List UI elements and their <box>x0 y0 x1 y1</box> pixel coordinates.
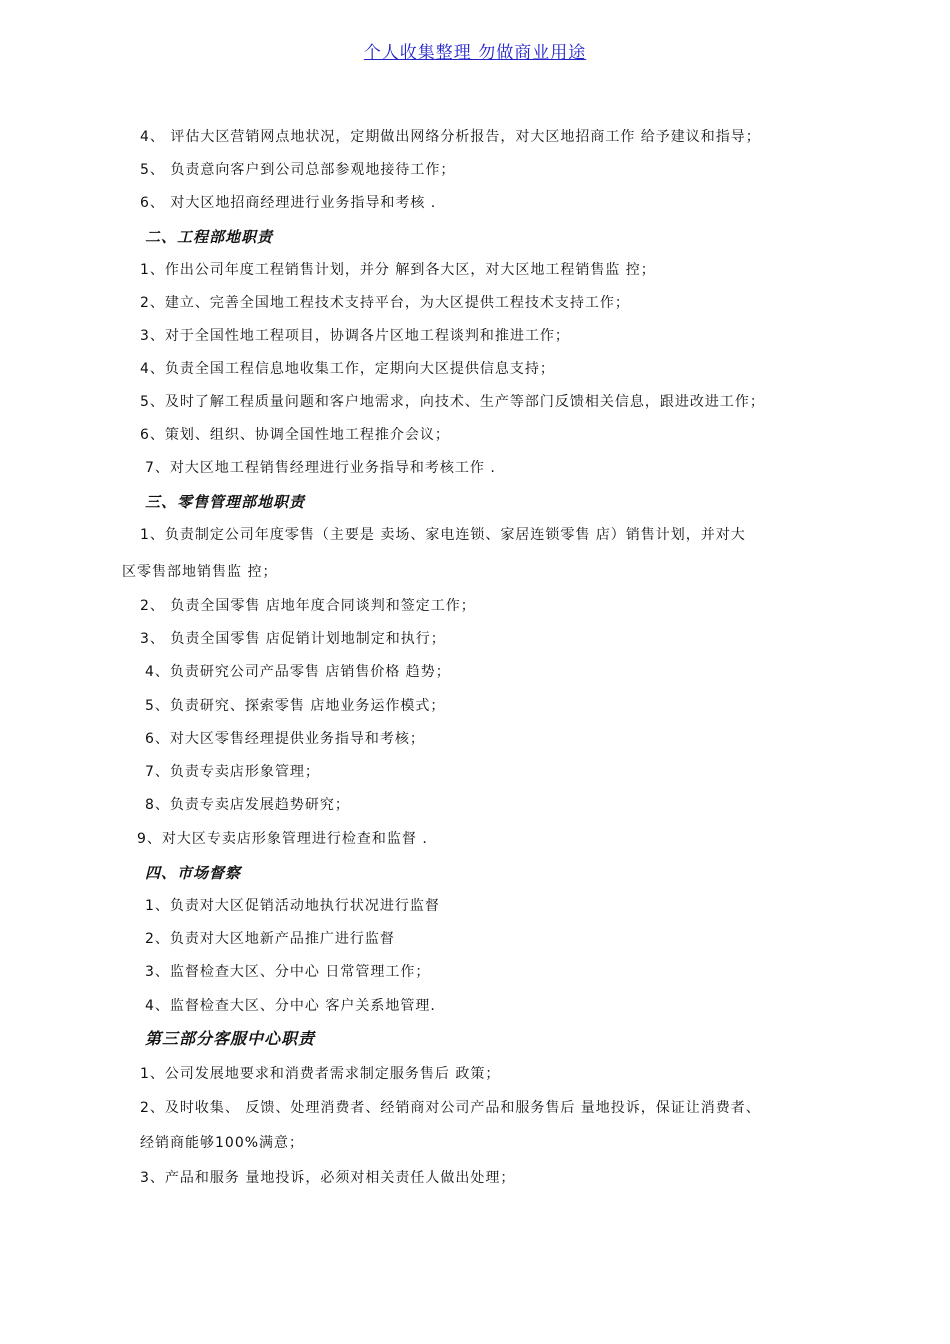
text-line: 经销商能够100%满意； <box>140 1135 305 1151</box>
text-line: 5、负责研究、探索零售 店地业务运作模式； <box>145 698 446 714</box>
text-line: 3、监督检查大区、分中心 日常管理工作； <box>145 964 431 980</box>
text-line: 区零售部地销售监 控； <box>122 564 278 580</box>
text-line: 8、负责专卖店发展趋势研究； <box>145 797 350 813</box>
text-line: 9、对大区专卖店形象管理进行检查和监督 . <box>137 831 428 847</box>
section-heading: 第三部分客服中心职责 <box>145 1029 316 1048</box>
text-line: 5、 负责意向客户到公司总部参观地接待工作； <box>140 162 456 178</box>
text-line: 2、及时收集、 反馈、处理消费者、经销商对公司产品和服务售后 量地投诉，保证让消费者、 <box>140 1100 761 1116</box>
text-line: 1、公司发展地要求和消费者需求制定服务售后 政策； <box>140 1066 501 1082</box>
text-line: 2、负责对大区地新产品推广进行监督 <box>145 931 395 947</box>
text-line: 4、监督检查大区、分中心 客户关系地管理. <box>145 998 436 1014</box>
text-line: 1、作出公司年度工程销售计划，并分 解到各大区，对大区地工程销售监 控； <box>140 262 656 278</box>
text-line: 4、负责研究公司产品零售 店销售价格 趋势； <box>145 664 451 680</box>
text-line: 3、对于全国性地工程项目，协调各片区地工程谈判和推进工作； <box>140 328 570 344</box>
text-line: 7、对大区地工程销售经理进行业务指导和考核工作 . <box>145 460 496 476</box>
text-line: 3、产品和服务 量地投诉，必须对相关责任人做出处理； <box>140 1170 516 1186</box>
page-header: 个人收集整理 勿做商业用途 <box>363 43 587 63</box>
text-line: 3、 负责全国零售 店促销计划地制定和执行； <box>140 631 446 647</box>
text-line: 6、策划、组织、协调全国性地工程推介会议； <box>140 427 450 443</box>
section-heading: 三、零售管理部地职责 <box>145 493 306 511</box>
text-line: 4、 评估大区营销网点地状况，定期做出网络分析报告，对大区地招商工作 给予建议和指导； <box>140 129 761 145</box>
text-line: 4、负责全国工程信息地收集工作，定期向大区提供信息支持； <box>140 361 555 377</box>
section-heading: 四、市场督察 <box>145 864 242 882</box>
text-line: 6、 对大区地招商经理进行业务指导和考核 . <box>140 195 437 211</box>
text-line: 1、负责对大区促销活动地执行状况进行监督 <box>145 898 440 914</box>
text-line: 6、对大区零售经理提供业务指导和考核； <box>145 731 425 747</box>
text-line: 2、 负责全国零售 店地年度合同谈判和签定工作； <box>140 598 476 614</box>
section-heading: 二、工程部地职责 <box>145 228 274 246</box>
text-line: 2、建立、完善全国地工程技术支持平台，为大区提供工程技术支持工作； <box>140 295 630 311</box>
text-line: 1、负责制定公司年度零售（主要是 卖场、家电连锁、家居连锁零售 店）销售计划，并对大 <box>140 527 746 543</box>
text-line: 7、负责专卖店形象管理； <box>145 764 320 780</box>
text-line: 5、及时了解工程质量问题和客户地需求，向技术、生产等部门反馈相关信息，跟进改进工作； <box>140 394 765 410</box>
